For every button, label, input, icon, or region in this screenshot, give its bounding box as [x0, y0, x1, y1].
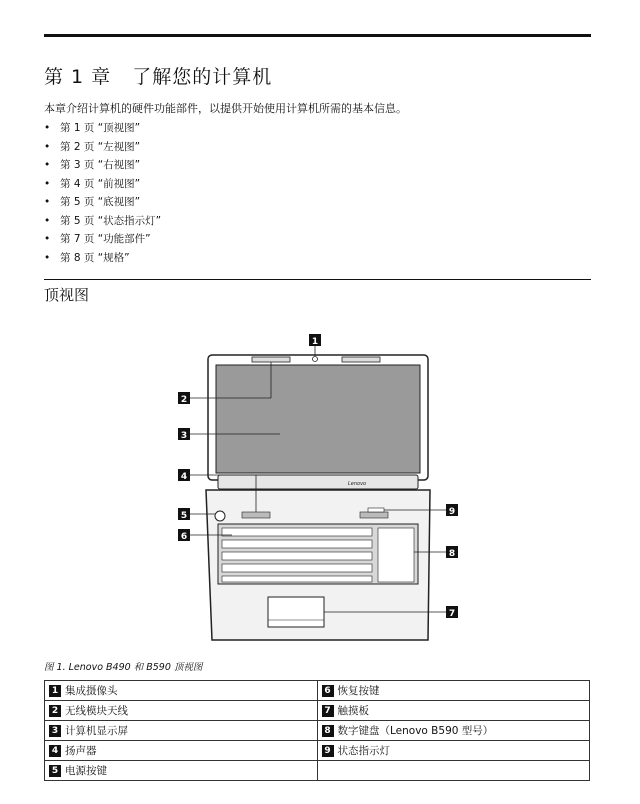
- antenna-left: [252, 357, 290, 362]
- legend-number: 2: [49, 705, 61, 717]
- toc-link[interactable]: 第 2 页 “左视图”: [60, 140, 141, 153]
- bullet-icon: •: [44, 196, 51, 208]
- callout-label: 6: [180, 532, 188, 542]
- callout-label: 9: [448, 507, 456, 517]
- toc-link[interactable]: 第 5 页 “底视图”: [60, 196, 141, 208]
- callout-7: [446, 606, 458, 619]
- legend-label: 计算机显示屏: [65, 725, 128, 737]
- callout-label: 8: [448, 549, 456, 559]
- status-lights: [368, 508, 384, 512]
- callout-1: [309, 334, 321, 347]
- legend-number: 8: [322, 725, 334, 737]
- toc-link[interactable]: 第 3 页 “右视图”: [60, 159, 141, 171]
- table-row: [45, 701, 590, 721]
- toc-item[interactable]: [44, 212, 161, 231]
- speaker-grille-right: [360, 512, 388, 518]
- toc-item[interactable]: [44, 193, 161, 212]
- callout-label: 1: [311, 337, 319, 347]
- toc-item[interactable]: [44, 119, 161, 138]
- legend-label: 电源按键: [65, 765, 107, 777]
- toc-item[interactable]: [44, 175, 161, 194]
- speaker-grille-left: [242, 512, 270, 518]
- numeric-keypad: [378, 528, 414, 582]
- legend-cell: [45, 721, 318, 741]
- legend-label: 触摸板: [337, 705, 369, 717]
- chapter-intro: 本章介绍计算机的硬件功能部件，以提供开始使用计算机所需的基本信息。: [44, 102, 407, 115]
- legend-label: 无线模块天线: [65, 705, 128, 717]
- toc-item[interactable]: [44, 230, 161, 249]
- callout-label: 4: [180, 472, 188, 482]
- callout-label: 2: [180, 395, 188, 405]
- legend-table: [44, 680, 590, 781]
- legend-label: 集成摄像头: [65, 685, 118, 697]
- callout-label: 7: [448, 609, 456, 619]
- top-rule: [44, 34, 591, 37]
- power-button-icon: [215, 511, 225, 521]
- legend-cell: [45, 761, 318, 781]
- bullet-icon: •: [44, 140, 51, 153]
- chapter-title: 第 1 章 了解您的计算机: [44, 66, 273, 88]
- legend-cell: [317, 701, 590, 721]
- legend-number: 6: [322, 685, 334, 697]
- legend-number: 3: [49, 725, 61, 737]
- table-row: [45, 741, 590, 761]
- laptop-logo: Lenovo: [348, 481, 367, 487]
- section-rule: [44, 279, 591, 280]
- bullet-icon: •: [44, 233, 51, 245]
- chapter-toc: [44, 119, 161, 267]
- bullet-icon: •: [44, 122, 51, 134]
- toc-link[interactable]: 第 4 页 “前视图”: [60, 177, 141, 190]
- callout-6: [178, 529, 190, 542]
- callout-3: [178, 428, 190, 441]
- legend-number: 5: [49, 765, 61, 777]
- key-row: [222, 528, 372, 536]
- bullet-icon: •: [44, 159, 51, 171]
- legend-cell: [45, 681, 318, 701]
- camera-icon: [313, 357, 318, 362]
- callout-8: [446, 546, 458, 559]
- key-row: [222, 540, 372, 548]
- callout-4: [178, 469, 190, 482]
- bullet-icon: •: [44, 251, 51, 264]
- legend-label: 数字键盘（Lenovo B590 型号）: [337, 725, 494, 737]
- callout-5: [178, 508, 190, 521]
- legend-label: 状态指示灯: [337, 745, 390, 757]
- table-row: [45, 681, 590, 701]
- toc-link[interactable]: 第 5 页 “状态指示灯”: [60, 214, 162, 227]
- callout-label: 3: [180, 431, 188, 441]
- legend-label: 扬声器: [65, 745, 97, 757]
- legend-cell: [317, 681, 590, 701]
- legend-cell: [317, 721, 590, 741]
- table-row: [45, 761, 590, 781]
- toc-link[interactable]: 第 7 页 “功能部件”: [60, 233, 151, 245]
- toc-link[interactable]: 第 8 页 “规格”: [60, 251, 130, 264]
- toc-item[interactable]: [44, 138, 161, 157]
- legend-cell: [45, 701, 318, 721]
- key-row: [222, 576, 372, 582]
- callout-9: [446, 504, 458, 517]
- legend-number: 1: [49, 685, 61, 697]
- legend-number: 4: [49, 745, 61, 757]
- table-row: [45, 721, 590, 741]
- antenna-right: [342, 357, 380, 362]
- legend-cell: [317, 741, 590, 761]
- laptop-top-view-figure: [160, 330, 480, 650]
- bullet-icon: •: [44, 177, 51, 190]
- bullet-icon: •: [44, 214, 51, 227]
- key-row: [222, 564, 372, 572]
- section-title: 顶视图: [44, 286, 90, 304]
- toc-link[interactable]: 第 1 页 “顶视图”: [60, 122, 141, 134]
- legend-cell: [317, 761, 590, 781]
- legend-number: 9: [322, 745, 334, 757]
- display-screen: [216, 365, 420, 473]
- key-row: [222, 552, 372, 560]
- toc-item[interactable]: [44, 156, 161, 175]
- legend-number: 7: [322, 705, 334, 717]
- laptop-hinge: [218, 475, 418, 489]
- legend-cell: [45, 741, 318, 761]
- figure-caption: 图 1. Lenovo B490 和 B590 顶视图: [44, 662, 203, 673]
- touchpad: [268, 597, 324, 627]
- callout-label: 5: [180, 511, 188, 521]
- legend-label: 恢复按键: [337, 685, 380, 697]
- callout-2: [178, 392, 190, 405]
- toc-item[interactable]: [44, 249, 161, 268]
